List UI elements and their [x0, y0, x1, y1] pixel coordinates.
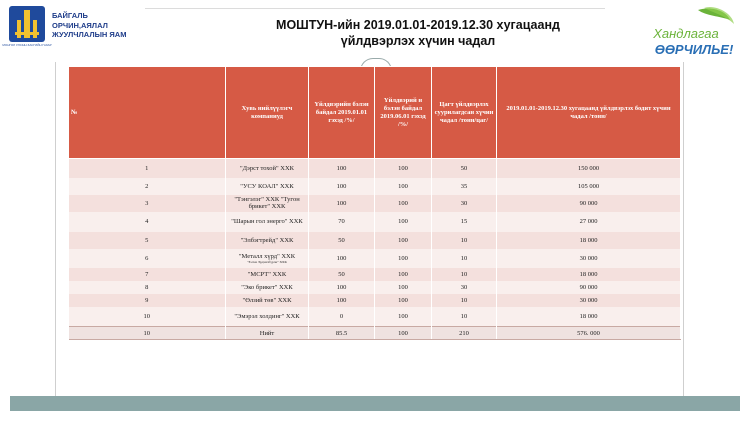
cell-r2	[375, 178, 432, 195]
cell-cap	[432, 178, 497, 195]
cell-no	[69, 281, 226, 294]
cell-total	[497, 268, 681, 281]
cell-no	[69, 178, 226, 195]
cell-no-text: 10	[143, 312, 150, 320]
emblem-caption: МОНГОЛ УЛСЫН ЗАСГИЙН ГАЗАР	[2, 43, 52, 47]
cell-r2	[375, 159, 432, 178]
cell-cap-text: 10	[460, 254, 468, 262]
cell-no-text: 5	[145, 236, 149, 244]
cell-company	[226, 294, 309, 307]
cell-no-text: 9	[145, 296, 149, 304]
total-cell-r2: 100	[375, 327, 432, 340]
col-header-hourly-capacity: Цагт үйлдвэрлэх суурилагдсан хүчин чадал /тонн/цаг/	[432, 67, 497, 159]
cell-cap	[432, 195, 497, 212]
table-total-row	[69, 327, 681, 340]
cell-cap-text: 15	[460, 218, 468, 225]
cell-company-text: "Шарын гол энерго" ХХК	[231, 218, 303, 225]
total-cell-cap: 210	[432, 327, 497, 340]
cell-r2-text: 100	[398, 236, 408, 244]
cell-cap-text: 10	[460, 296, 468, 304]
total-cell-label: Нийт	[226, 327, 309, 340]
col-header-ready-jan: Үйлдвэрийн бэлэн байдал 2019.01.01 гэхэд /%/	[309, 67, 375, 159]
cell-cap-text: 30	[460, 199, 468, 207]
col-header-no: №	[69, 67, 226, 159]
cell-r2-text: 100	[398, 296, 408, 304]
cell-r1-text: 70	[338, 218, 345, 225]
cell-r1	[309, 159, 375, 178]
ministry-name	[52, 11, 126, 40]
cell-no	[69, 268, 226, 281]
col-header-ready-jun: Үйлдвэрий н бэлэн байдал 2019.06.01 гэхэд /%/	[375, 67, 432, 159]
cell-total-text: 150 000	[577, 164, 600, 172]
table-row	[69, 294, 681, 307]
frame-right-border	[683, 62, 684, 396]
cell-total-text: 90 000	[579, 283, 598, 291]
cell-company	[226, 195, 309, 212]
cell-total-text: 90 000	[579, 199, 598, 207]
brand-line1: Хандлагаа	[653, 26, 719, 41]
cell-r1	[309, 178, 375, 195]
table-row	[69, 195, 681, 212]
cell-r2	[375, 232, 432, 249]
cell-no-text: 2	[145, 182, 149, 190]
cell-cap	[432, 294, 497, 307]
ministry-line1: БАЙГАЛЬ	[52, 11, 88, 20]
cell-no-text: 1	[145, 164, 149, 172]
cell-total-text: 18 000	[579, 236, 598, 244]
total-cell-r1: 85.5	[309, 327, 375, 340]
cell-cap-text: 10	[460, 312, 468, 320]
cell-total-text: 18 000	[579, 270, 598, 278]
cell-company	[226, 212, 309, 232]
cell-company	[226, 307, 309, 327]
cell-r1-text: 50	[338, 236, 345, 244]
cell-cap-text: 35	[460, 182, 468, 190]
cell-cap-text: 50	[460, 164, 468, 172]
cell-r1	[309, 268, 375, 281]
table-row	[69, 268, 681, 281]
cell-company	[226, 159, 309, 178]
col-header-company: Хувь нийлүүлэгч компаниуд	[226, 67, 309, 159]
cell-r2	[375, 268, 432, 281]
table-header-row	[69, 67, 681, 159]
col-header-annual-capacity: 2019.01.01-2019.12.30 хугацаанд үйлдвэрлэх бодит хүчин чадал /тонн/	[497, 67, 681, 159]
cell-company-text: "Эмэрэл холдинг" ХХК	[234, 312, 300, 320]
cell-r2	[375, 281, 432, 294]
cell-total-text: 18 000	[579, 312, 598, 320]
soyombo-emblem-icon	[2, 6, 52, 50]
cell-r2-text: 100	[398, 164, 408, 172]
table-row	[69, 249, 681, 268]
cell-total-text: 105 000	[577, 182, 600, 190]
cell-cap	[432, 159, 497, 178]
table-row	[69, 159, 681, 178]
table-row	[69, 232, 681, 249]
cell-r1-text: 100	[336, 182, 347, 190]
total-cell-no: 10	[69, 327, 226, 340]
cell-total	[497, 294, 681, 307]
cell-total	[497, 212, 681, 232]
cell-no	[69, 294, 226, 307]
cell-total	[497, 281, 681, 294]
cell-r1-text: 100	[336, 296, 347, 304]
cell-r2	[375, 294, 432, 307]
cell-r1-text: 100	[336, 164, 347, 172]
bottom-bar	[10, 396, 740, 411]
cell-no	[69, 195, 226, 212]
cell-r1	[309, 294, 375, 307]
cell-r2-text: 100	[398, 254, 408, 262]
cell-total	[497, 307, 681, 327]
cell-total	[497, 195, 681, 212]
cell-cap-text: 10	[460, 270, 468, 278]
cell-r1	[309, 232, 375, 249]
cell-r2-text: 100	[398, 283, 408, 291]
cell-total	[497, 178, 681, 195]
slide-title	[218, 17, 618, 49]
cell-total-text: 30 000	[579, 254, 598, 262]
cell-r2	[375, 195, 432, 212]
cell-cap-text: 30	[460, 283, 468, 291]
cell-cap	[432, 281, 497, 294]
cell-company	[226, 178, 309, 195]
cell-no	[69, 159, 226, 178]
cell-r1-text: 100	[336, 283, 347, 291]
cell-no-text: 7	[145, 270, 149, 278]
cell-r1-text: 0	[339, 312, 344, 320]
cell-r2-text: 100	[398, 199, 408, 207]
cell-r1-text: 100	[336, 254, 347, 262]
cell-company-subtext: "Зэлэн Эрдэнэбүрэн" ХХК	[247, 259, 287, 264]
cell-no-text: 8	[145, 283, 149, 291]
cell-cap	[432, 307, 497, 327]
capacity-table	[68, 66, 681, 340]
cell-r1	[309, 281, 375, 294]
cell-no	[69, 307, 226, 327]
cell-cap	[432, 249, 497, 268]
brand-line2: ӨӨРЧИЛЬЕ!	[654, 42, 734, 57]
frame-left-border	[55, 62, 56, 396]
cell-r2-text: 100	[398, 312, 408, 320]
cell-company	[226, 249, 309, 268]
cell-r1-text: 50	[338, 270, 345, 278]
cell-r1	[309, 307, 375, 327]
cell-r2	[375, 212, 432, 232]
cell-total-text: 27 000	[579, 218, 598, 225]
cell-r2	[375, 249, 432, 268]
cell-no-text: 3	[145, 199, 149, 207]
cell-cap	[432, 212, 497, 232]
cell-no	[69, 232, 226, 249]
cell-no	[69, 249, 226, 268]
cell-cap	[432, 268, 497, 281]
cell-company-text: "Металл хүрд" ХХК	[238, 252, 296, 260]
cell-r2-text: 100	[398, 270, 408, 278]
cell-company	[226, 268, 309, 281]
cell-no	[69, 212, 226, 232]
cell-r2	[375, 307, 432, 327]
cell-r1-text: 100	[336, 199, 347, 207]
cell-total	[497, 249, 681, 268]
cell-company-text: "Элбэгтрейд" ХХК	[240, 236, 294, 244]
cell-company	[226, 281, 309, 294]
table-row	[69, 212, 681, 232]
table-row	[69, 307, 681, 327]
cell-company-text: "Дэрст тохой" ХХК	[239, 164, 295, 172]
top-divider	[145, 8, 605, 9]
cell-total	[497, 159, 681, 178]
cell-r1	[309, 212, 375, 232]
cell-company-text: "Өлзий төв" ХХК	[242, 296, 292, 304]
cell-r2-text: 100	[398, 182, 408, 190]
cell-r1	[309, 249, 375, 268]
cell-company-text: "Тэнгэлэг" ХХК "Тугон брикет" ХХК	[234, 196, 300, 210]
cell-r1	[309, 195, 375, 212]
cell-no-text: 4	[145, 218, 149, 225]
title-line2: үйлдвэрлэх хүчин чадал	[340, 34, 496, 48]
cell-company-text: "УСУ КОАЛ" ХХК	[240, 182, 294, 190]
cell-cap-text: 10	[460, 236, 468, 244]
total-cell-total: 576. 000	[497, 327, 681, 340]
cell-total	[497, 232, 681, 249]
cell-company-text: "Эко брикет" ХХК	[241, 283, 293, 291]
cell-total-text: 30 000	[579, 296, 598, 304]
ministry-line3: ЖУУЛЧЛАЛЫН ЯАМ	[52, 30, 127, 39]
ministry-line2: ОРЧИН,АЯЛАЛ	[52, 20, 108, 30]
table-row	[69, 178, 681, 195]
cell-r2-text: 100	[398, 218, 408, 225]
title-line1: МОШТУН-ийн 2019.01.01-2019.12.30 хугацаанд	[276, 18, 560, 32]
table-row	[69, 281, 681, 294]
change-attitude-logo	[640, 6, 744, 62]
cell-cap	[432, 232, 497, 249]
cell-company	[226, 232, 309, 249]
cell-company-text: "МСРТ" ХХК	[247, 270, 287, 278]
cell-no-text: 6	[145, 254, 149, 262]
